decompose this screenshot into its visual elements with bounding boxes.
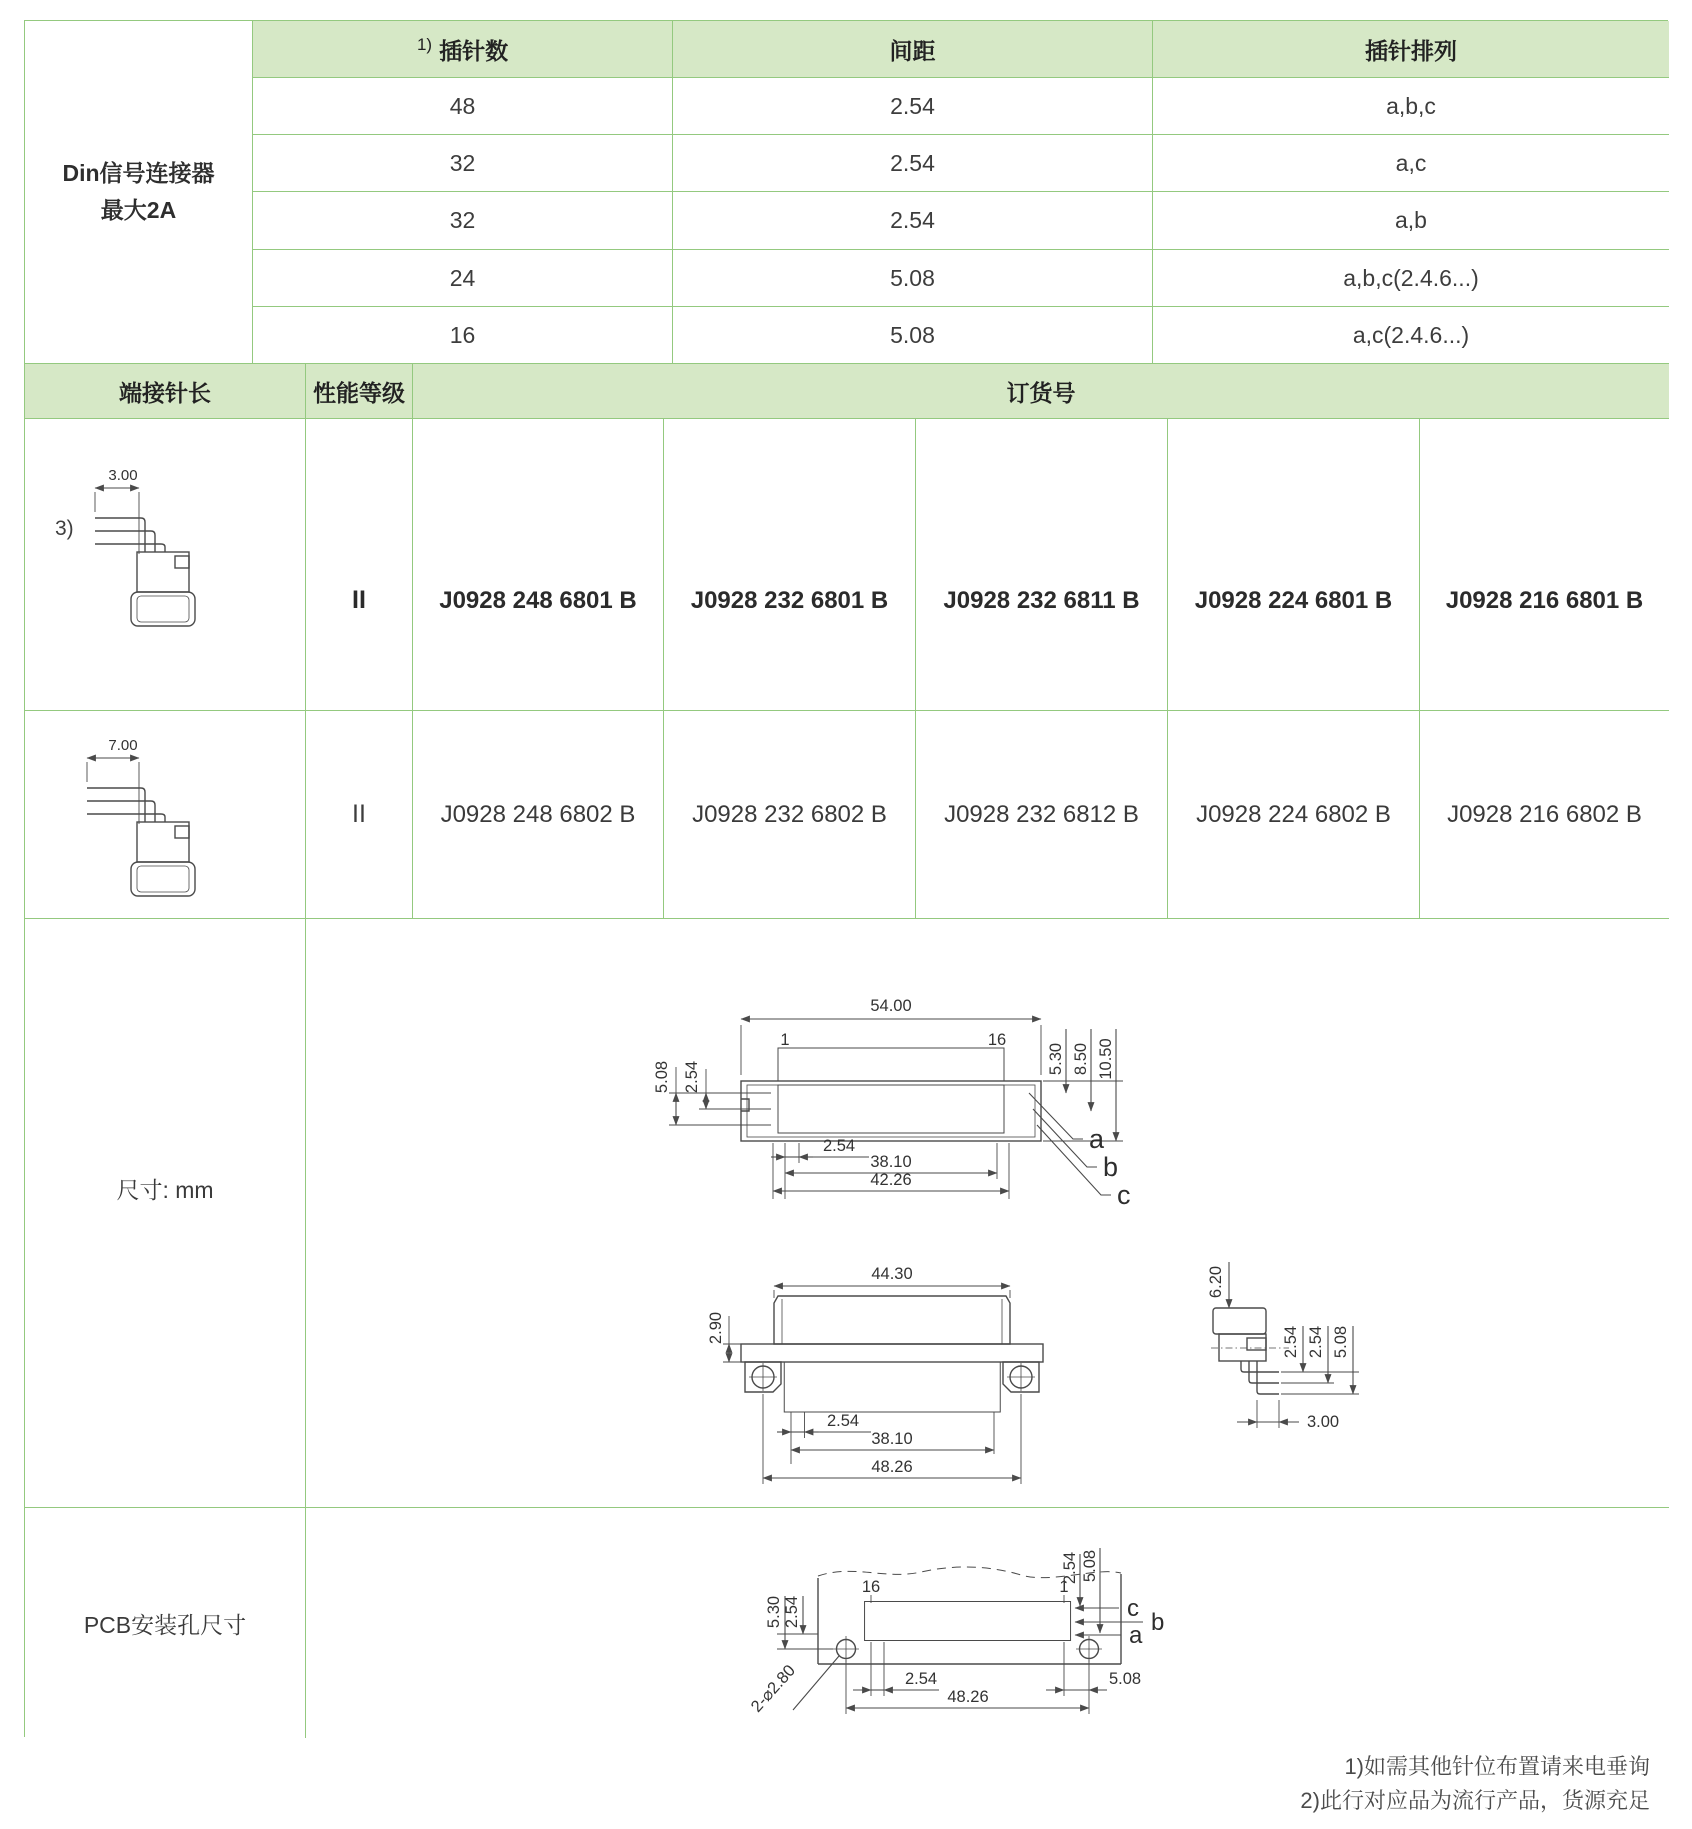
row-b-label: b (1103, 1152, 1119, 1182)
dim-2p54-pitch: 2.54 (826, 1412, 860, 1430)
arrangement-cell (1153, 307, 1669, 364)
arrangement-cell (1153, 250, 1669, 307)
footnote-ref-3: 3) (55, 517, 74, 540)
arrangement-cell (1153, 192, 1669, 250)
pin-count-cell (253, 135, 673, 192)
grade-value: II (352, 586, 366, 614)
header-pin-length-label: 端接针长 (119, 379, 211, 406)
dim-38p10: 38.10 (870, 1153, 912, 1171)
dim-10p50: 10.50 (1097, 1038, 1115, 1080)
pcb-label: PCB安装孔尺寸 (83, 1611, 247, 1638)
footnote-1: 1)如需其他针位布置请来电垂询 (1344, 1754, 1650, 1779)
grade-value: II (352, 800, 366, 828)
footnote-ref-1: 1) (416, 35, 433, 54)
pin-row (784, 1362, 1000, 1412)
contact-grid (778, 1085, 1004, 1133)
pitch-cell (673, 192, 1153, 250)
dim-2p54-left: 2.54 (783, 1595, 801, 1629)
datasheet-table (24, 20, 1668, 1737)
dim-2p54-a: 2.54 (1282, 1325, 1300, 1359)
dim-6p20: 6.20 (1207, 1265, 1225, 1299)
pin-count-value: 48 (449, 92, 476, 119)
arrangement-value: a,b (1395, 207, 1427, 233)
pin-count-value: 24 (449, 264, 476, 291)
dim-pin-length: 7.00 (108, 737, 138, 754)
connector-shroud (741, 1081, 1041, 1141)
dim-48p26: 48.26 (947, 1688, 989, 1706)
pin-tails (778, 1048, 1004, 1081)
part-number-cell (916, 419, 1168, 711)
part-number: J0928 232 6802 B (692, 800, 887, 828)
connector-body (131, 552, 195, 626)
arrangement-cell (1153, 135, 1669, 192)
product-name: Din信号连接器 (62, 160, 215, 186)
dim-5p08: 5.08 (1332, 1325, 1350, 1359)
connector-profile-body (1213, 1308, 1266, 1361)
row-b-label: b (1151, 1609, 1165, 1636)
header-pitch (673, 21, 1153, 78)
dim-2p90: 2.90 (707, 1311, 725, 1345)
part-number-cell (664, 419, 916, 711)
header-order-number (413, 364, 1669, 419)
dim-5p30: 5.30 (1047, 1042, 1065, 1076)
part-number-cell (1420, 419, 1669, 711)
front-view-drawing (621, 971, 1181, 1221)
hole-1-label: 1 (1059, 1578, 1069, 1596)
pin-count-value: 32 (449, 207, 476, 233)
pin-hole-grid (865, 1602, 1071, 1641)
arrangement-value: a,b,c (1386, 92, 1436, 119)
pcb-layout-drawing (681, 1526, 1221, 1726)
part-number: J0928 232 6811 B (943, 586, 1140, 614)
dimensions-label-cell (25, 919, 306, 1508)
dimensions-label: 尺寸: mm (116, 1176, 214, 1203)
dim-pin-length: 3.00 (108, 467, 138, 484)
header-grade-label: 性能等级 (313, 379, 405, 406)
header-pin-count-label: 插针数 (439, 37, 509, 64)
pin-1-label: 1 (780, 1031, 790, 1049)
arrangement-cell (1153, 78, 1669, 135)
pitch-value: 2.54 (890, 207, 935, 233)
part-number: J0928 248 6801 B (439, 586, 637, 614)
right-angle-pins (1241, 1361, 1279, 1394)
connector-pins (87, 788, 165, 822)
arrangement-value: a,c (1395, 149, 1427, 176)
hole-16-label: 16 (861, 1578, 881, 1596)
pin-count-cell (253, 250, 673, 307)
header-arrangement (1153, 21, 1669, 78)
part-number: J0928 232 6801 B (690, 586, 889, 614)
dim-2p54-pitch: 2.54 (822, 1137, 856, 1155)
dim-38p10: 38.10 (871, 1430, 913, 1448)
dim-5p08-bottom: 5.08 (1108, 1670, 1142, 1688)
part-number: J0928 248 6802 B (440, 800, 636, 828)
row-c-label: c (1127, 1595, 1139, 1622)
pitch-value: 5.08 (890, 264, 935, 291)
pitch-cell (673, 250, 1153, 307)
pin-count-cell (253, 307, 673, 364)
pin-count-value: 16 (449, 321, 476, 348)
part-number: J0928 216 6802 B (1447, 800, 1642, 828)
pin-count-cell (253, 192, 673, 250)
mounting-hole (1007, 1363, 1035, 1391)
part-number: J0928 232 6812 B (944, 800, 1139, 828)
dim-42p26: 42.26 (870, 1171, 912, 1189)
arrangement-value: a,b,c(2.4.6...) (1343, 264, 1479, 291)
row-a-label: a (1129, 1622, 1143, 1649)
connector-housing (741, 1296, 1043, 1392)
part-number-cell (1420, 711, 1669, 919)
part-number: J0928 216 6801 B (1445, 586, 1644, 614)
pitch-value: 5.08 (890, 321, 935, 348)
dim-5p30-left: 5.30 (765, 1595, 783, 1629)
mounting-hole-callout: 2-⌀2.80 (747, 1661, 799, 1716)
pin-length-drawing-7mm (81, 736, 271, 906)
header-grade (306, 364, 413, 419)
part-number: J0928 224 6801 B (1194, 586, 1393, 614)
pitch-value: 2.54 (890, 92, 935, 119)
side-view-drawing (681, 1266, 1081, 1501)
row-c-label: c (1117, 1180, 1131, 1210)
pitch-cell (673, 78, 1153, 135)
dim-3p00: 3.00 (1307, 1413, 1340, 1431)
header-pin-length (25, 364, 306, 419)
part-number-cell (1168, 419, 1420, 711)
dim-54: 54.00 (870, 997, 912, 1015)
header-pitch-label: 间距 (889, 37, 936, 64)
pin-count-value: 32 (449, 149, 476, 176)
dim-2p54-top: 2.54 (1061, 1551, 1079, 1585)
part-number-cell (664, 711, 916, 919)
dim-8p50: 8.50 (1072, 1042, 1090, 1076)
grade-cell (306, 711, 413, 919)
footnote-2: 2)此行对应品为流行产品，货源充足 (1300, 1788, 1650, 1813)
pcb-label-cell (25, 1508, 306, 1738)
pitch-cell (673, 135, 1153, 192)
product-label-cell (25, 21, 253, 364)
dim-2p54-rows: 2.54 (683, 1060, 701, 1094)
dim-5p08-rows: 5.08 (653, 1060, 671, 1094)
header-arrangement-label: 插针排列 (1365, 37, 1457, 64)
dim-5p08-top: 5.08 (1081, 1549, 1099, 1583)
dim-2p54-b: 2.54 (1307, 1325, 1325, 1359)
profile-view-drawing (1207, 1256, 1521, 1441)
connector-body (131, 822, 195, 896)
dim-2p54-bottom: 2.54 (904, 1670, 938, 1688)
mounting-hole (1076, 1636, 1102, 1662)
mounting-hole (749, 1363, 777, 1391)
part-number-cell (413, 419, 664, 711)
dim-44p30: 44.30 (871, 1265, 913, 1283)
part-number-cell (413, 711, 664, 919)
grade-cell (306, 419, 413, 711)
header-order-number-label: 订货号 (1006, 379, 1076, 406)
arrangement-value: a,c(2.4.6...) (1352, 321, 1470, 348)
row-a-label: a (1089, 1124, 1105, 1154)
pitch-value: 2.54 (890, 149, 935, 176)
pitch-cell (673, 307, 1153, 364)
pin-16-label: 16 (987, 1031, 1007, 1049)
part-number-cell (1168, 711, 1420, 919)
dim-48p26: 48.26 (871, 1458, 913, 1476)
pin-count-cell (253, 78, 673, 135)
pin-length-drawing-3mm (81, 466, 271, 636)
connector-pins (95, 518, 165, 552)
product-rating: 最大2A (100, 197, 177, 223)
part-number-cell (916, 711, 1168, 919)
footnotes (1300, 1750, 1650, 1818)
header-pin-count (253, 21, 673, 78)
part-number: J0928 224 6802 B (1196, 800, 1391, 828)
